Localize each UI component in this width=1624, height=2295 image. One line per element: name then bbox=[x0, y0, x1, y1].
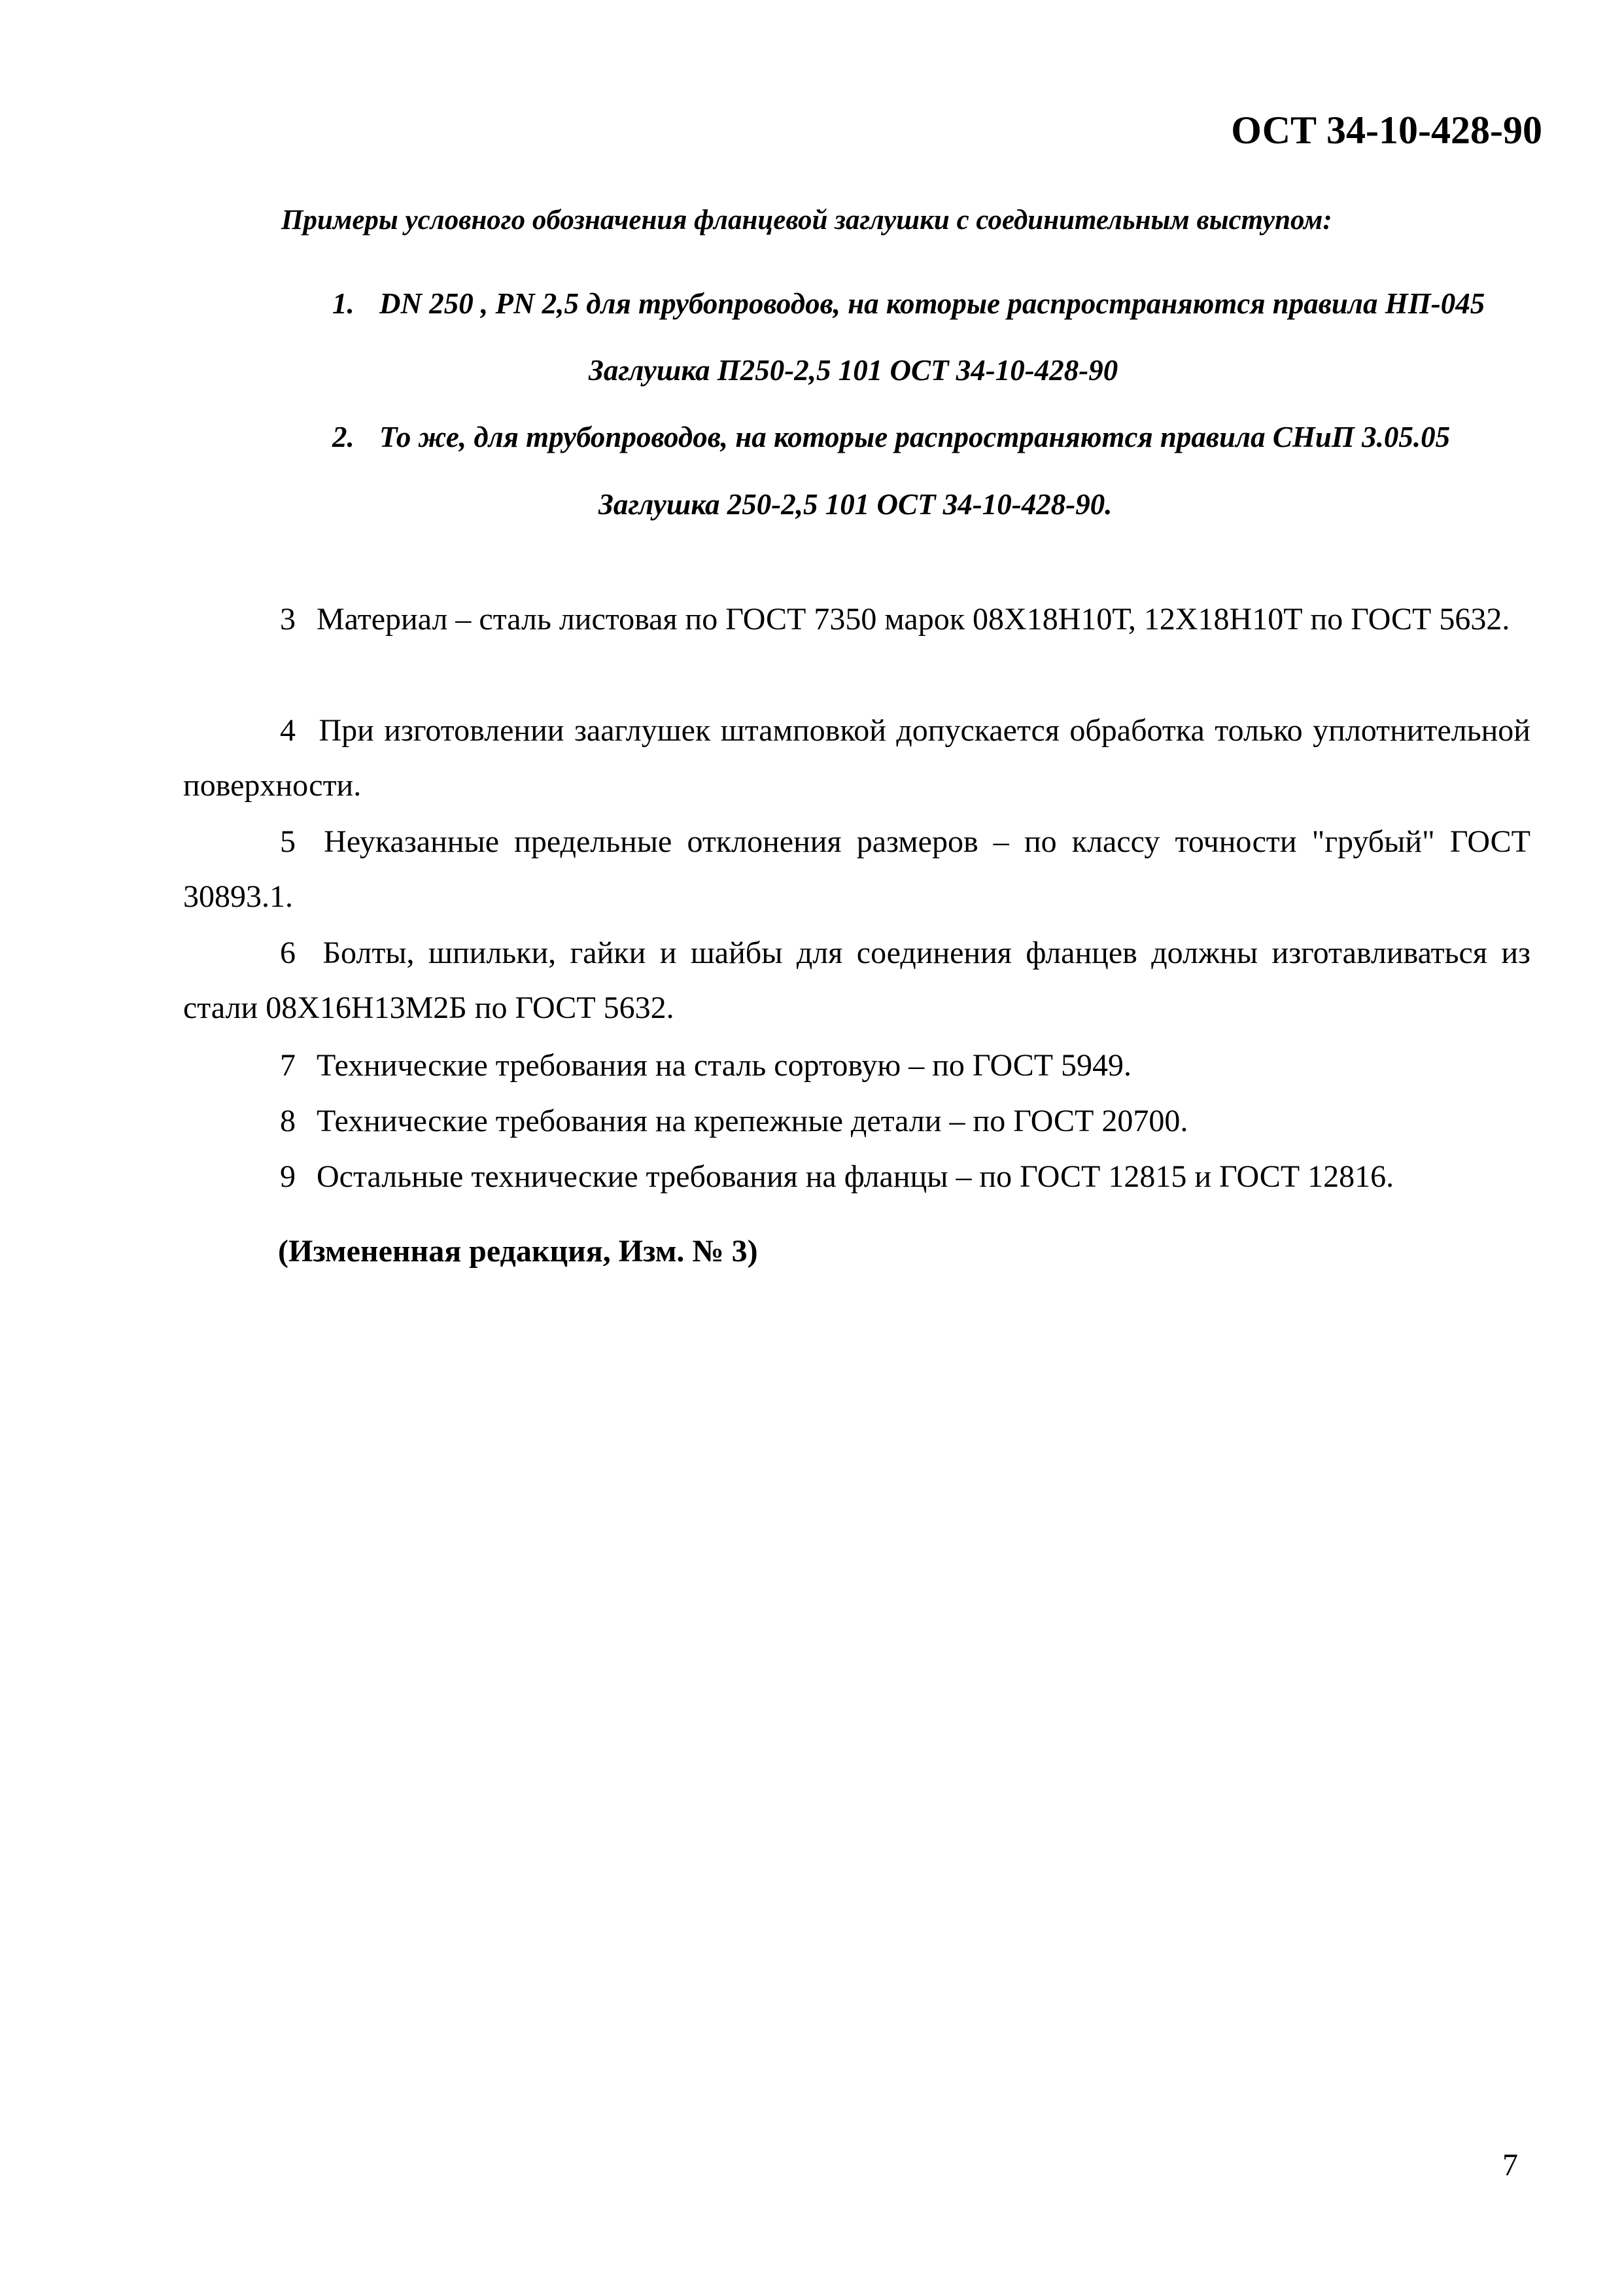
paragraph-number: 3 bbox=[280, 602, 296, 637]
paragraph-7 bbox=[183, 1038, 1530, 1093]
paragraph-text: Остальные технические требования на фланцы – по ГОСТ 12815 и ГОСТ 12816. bbox=[317, 1159, 1394, 1194]
page-number: 7 bbox=[1502, 2148, 1518, 2182]
paragraph-number: 8 bbox=[280, 1104, 296, 1138]
paragraph-9 bbox=[183, 1149, 1530, 1204]
document-code: ОСТ 34-10-428-90 bbox=[1231, 109, 1542, 152]
amendment-note: (Измененная редакция, Изм. № 3) bbox=[278, 1234, 758, 1269]
paragraph-text: При изготовлении зааглушек штамповкой допускается обработка только уплотнительной поверхности. bbox=[183, 713, 1530, 803]
example-item-text: То же, для трубопроводов, на которые распространяются правила СНиП 3.05.05 bbox=[379, 421, 1451, 453]
paragraph-6 bbox=[183, 926, 1530, 1036]
paragraph-number: 9 bbox=[280, 1159, 296, 1194]
example-item-1 bbox=[332, 287, 1485, 321]
paragraph-3 bbox=[183, 592, 1530, 647]
example-item-text: DN 250 , PN 2,5 для трубопроводов, на которые распространяются правила НП-045 bbox=[379, 287, 1485, 320]
paragraph-text: Неуказанные предельные отклонения размеров – по классу точности "грубый" ГОСТ 30893.1. bbox=[183, 824, 1530, 914]
paragraph-text: Болты, шпильки, гайки и шайбы для соединения фланцев должны изготавливаться из стали 08Х16Н13М2Б по ГОСТ 5632. bbox=[183, 936, 1530, 1025]
paragraph-text: Технические требования на сталь сортовую – по ГОСТ 5949. bbox=[317, 1048, 1132, 1083]
paragraph-text: Материал – сталь листовая по ГОСТ 7350 марок 08Х18Н10Т, 12Х18Н10Т по ГОСТ 5632. bbox=[317, 602, 1510, 637]
paragraph-4 bbox=[183, 703, 1530, 813]
paragraph-8 bbox=[183, 1094, 1530, 1149]
paragraph-text: Технические требования на крепежные детали – по ГОСТ 20700. bbox=[317, 1104, 1188, 1138]
paragraph-number: 6 bbox=[280, 936, 296, 970]
paragraph-number: 4 bbox=[280, 713, 296, 748]
example-designation-2: Заглушка 250-2,5 101 ОСТ 34-10-428-90. bbox=[598, 488, 1113, 521]
example-designation-1: Заглушка П250-2,5 101 ОСТ 34-10-428-90 bbox=[589, 354, 1118, 387]
paragraph-5 bbox=[183, 815, 1530, 924]
example-item-2 bbox=[332, 420, 1450, 454]
example-item-number: 2. bbox=[332, 421, 354, 453]
example-item-number: 1. bbox=[332, 287, 354, 320]
paragraph-number: 7 bbox=[280, 1048, 296, 1083]
examples-heading: Примеры условного обозначения фланцевой заглушки с соединительным выступом: bbox=[281, 205, 1332, 236]
paragraph-number: 5 bbox=[280, 824, 296, 859]
